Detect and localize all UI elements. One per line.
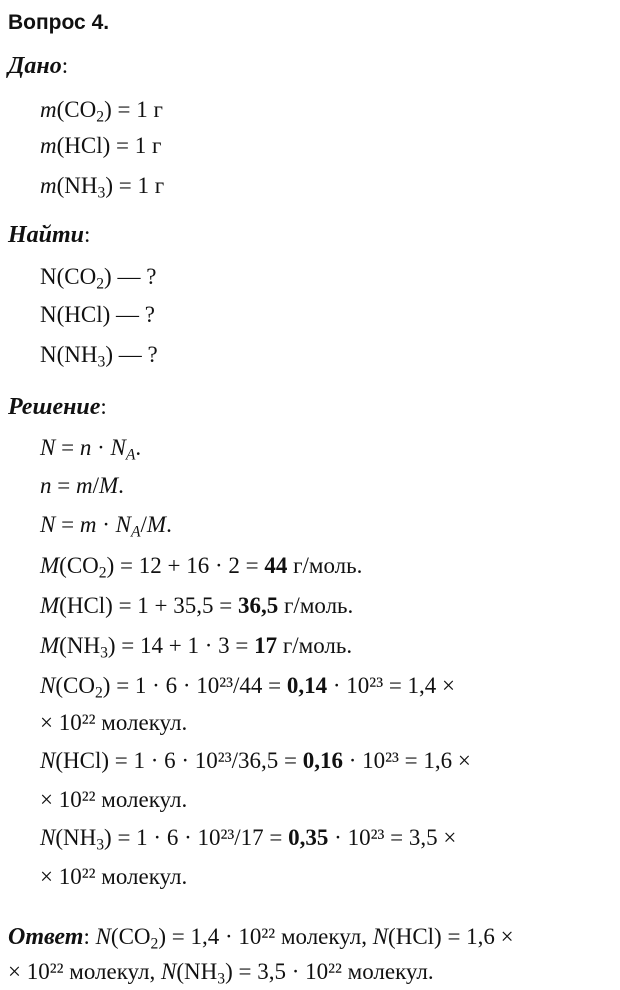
answer-line-1: Ответ: $N(CO_2) = 1,4 \cdot 10^{22}$ молекул, N(HCl) = 1,6 ×	[8, 924, 514, 953]
solution-line: n = m/M.	[40, 473, 124, 498]
solution-line: N(HCl) = 1 · 6 · 10²³/36,5 = 0,16 · 10²³ = 1,6 ×	[40, 748, 471, 773]
solution-line: $M(NH_3) = 14 + 1 \cdot 3 = 17$ г/моль.	[40, 633, 353, 662]
solution-line: $N(NH_3) = 1 \cdot 6 \cdot 10^{23}/17 = 0,35 \cdot 10^{23} = 3,5$ ×	[40, 825, 457, 854]
solution-line: × 10²² молекул.	[40, 710, 188, 735]
find-item-hcl: N(HCl) — ?	[40, 302, 155, 327]
solution-heading: Решение:	[8, 394, 107, 420]
given-item-nh3: $m(NH_3) = 1$ г	[40, 173, 165, 202]
solution-line: × 10²² молекул.	[40, 864, 188, 889]
solution-line: $N = m \cdot N_A/M$.	[40, 512, 172, 541]
question-title: Вопрос 4.	[8, 11, 110, 34]
find-heading: Найти:	[8, 222, 91, 248]
given-heading: Дано:	[8, 53, 69, 79]
answer-line-2: × 10²² молекул, $N(NH_3) = 3,5 \cdot 10^{22}$ молекул.	[8, 959, 434, 988]
answer-heading: Ответ	[8, 924, 84, 950]
given-item-co2: $m(CO_2) = 1$ г	[40, 97, 163, 126]
solution-line: × 10²² молекул.	[40, 787, 188, 812]
given-item-hcl: m(HCl) = 1 г	[40, 133, 162, 158]
solution-line: $N = n \cdot N_A$.	[40, 435, 142, 464]
find-item-co2: $N(CO_2)$ — ?	[40, 264, 157, 293]
find-item-nh3: $N(NH_3)$ — ?	[40, 342, 158, 371]
solution-line: $N(CO_2) = 1 \cdot 6 \cdot 10^{23}/44 = 0,14 \cdot 10^{23} = 1,4$ ×	[40, 673, 456, 702]
solution-line: $M(CO_2) = 12 + 16 \cdot 2 = 44$ г/моль.	[40, 553, 363, 582]
solution-line: M(HCl) = 1 + 35,5 = 36,5 г/моль.	[40, 593, 354, 618]
